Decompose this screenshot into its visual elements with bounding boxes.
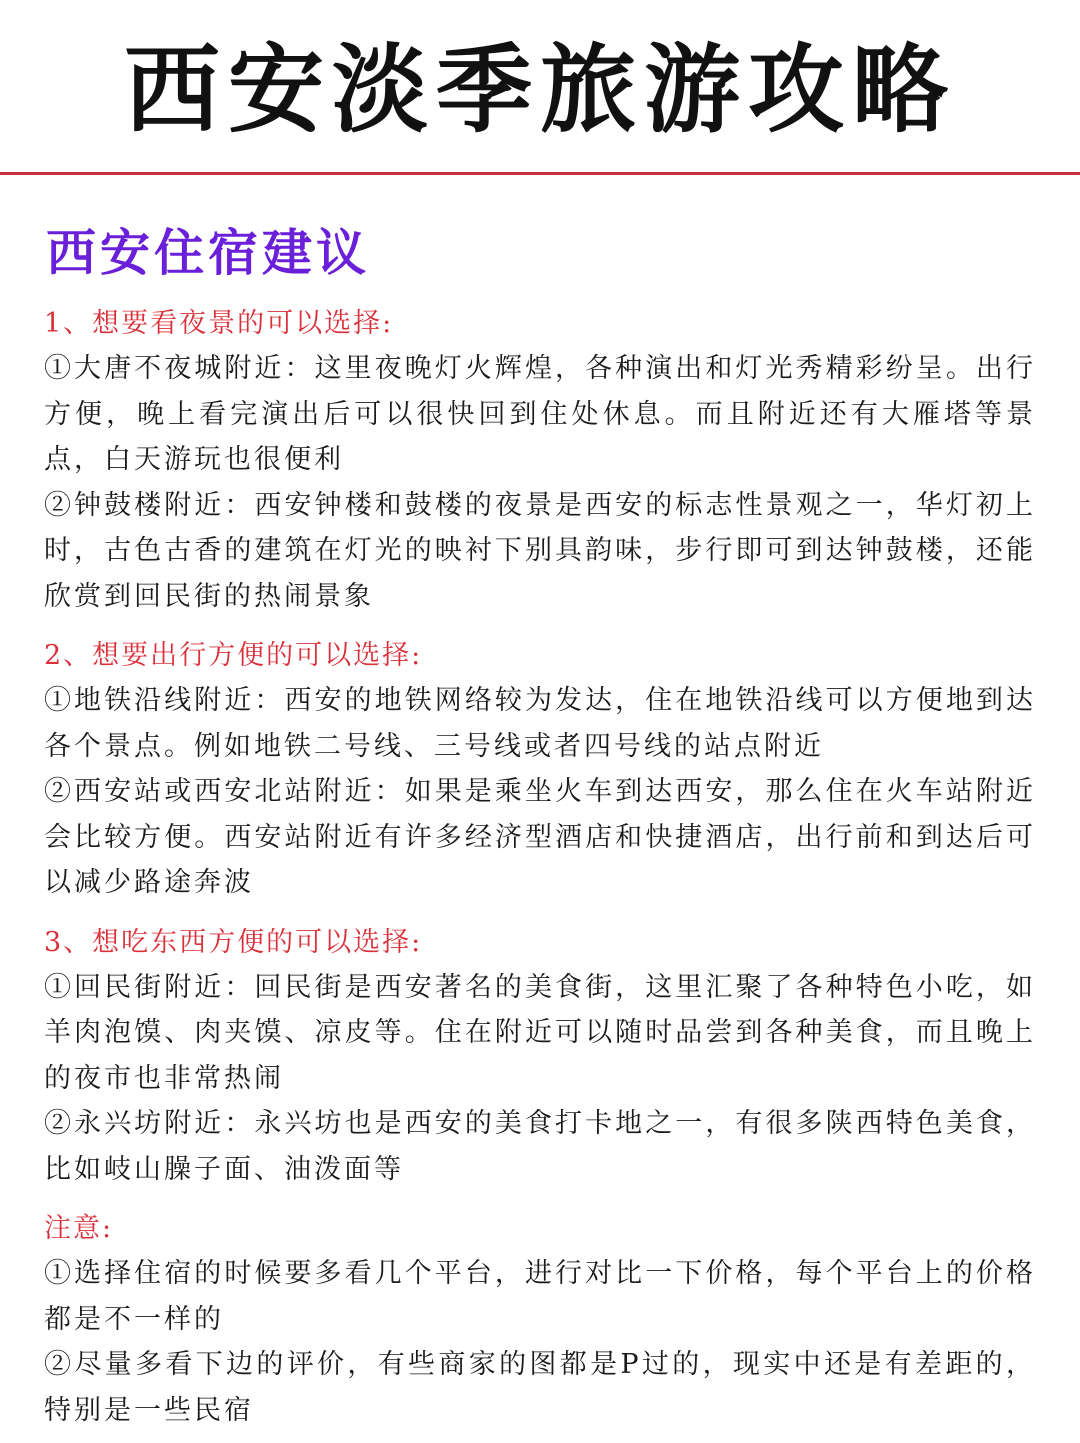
- list-item: ①地铁沿线附近：西安的地铁网络较为发达，住在地铁沿线可以方便地到达各个景点。例如地铁二号线、三号线或者四号线的站点附近: [44, 685, 1036, 762]
- list-item: ②尽量多看下边的评价，有些商家的图都是P过的，现实中还是有差距的，特别是一些民宿: [44, 1349, 1036, 1426]
- title-bar: [0, 0, 1080, 172]
- group-notes: [44, 1206, 1036, 1433]
- list-item: ①回民街附近：回民街是西安著名的美食街，这里汇聚了各种特色小吃，如羊肉泡馍、肉夹馍、凉皮等。住在附近可以随时品尝到各种美食，而且晚上的夜市也非常热闹: [44, 971, 1036, 1094]
- list-item: ①选择住宿的时候要多看几个平台，进行对比一下价格，每个平台上的价格都是不一样的: [44, 1258, 1036, 1335]
- group-heading: 2、想要出行方便的可以选择:: [44, 640, 423, 671]
- list-item: ①大唐不夜城附近：这里夜晚灯火辉煌，各种演出和灯光秀精彩纷呈。出行方便，晚上看完演出后可以很快回到住处休息。而且附近还有大雁塔等景点，白天游玩也很便利: [44, 353, 1036, 475]
- group-night-view: [44, 301, 1036, 619]
- list-item: ②钟鼓楼附近：西安钟楼和鼓楼的夜景是西安的标志性景观之一，华灯初上时，古色古香的建筑在灯光的映衬下别具韵味，步行即可到达钟鼓楼，还能欣赏到回民街的热闹景象: [44, 489, 1036, 612]
- article-body: [0, 175, 1080, 1433]
- group-food: [44, 920, 1036, 1193]
- group-heading: 1、想要看夜景的可以选择:: [44, 308, 394, 339]
- page-title: 西安淡季旅游攻略: [124, 33, 956, 146]
- section-heading: 西安住宿建议: [46, 223, 370, 282]
- notes-heading: 注意:: [44, 1213, 114, 1244]
- group-transport: [44, 633, 1036, 906]
- list-item: ②西安站或西安北站附近：如果是乘坐火车到达西安，那么住在火车站附近会比较方便。西安站附近有许多经济型酒店和快捷酒店，出行前和到达后可以减少路途奔波: [44, 776, 1036, 898]
- group-heading: 3、想吃东西方便的可以选择:: [44, 926, 423, 958]
- list-item: ②永兴坊附近：永兴坊也是西安的美食打卡地之一，有很多陕西特色美食，比如岐山臊子面、油泼面等: [44, 1108, 1036, 1185]
